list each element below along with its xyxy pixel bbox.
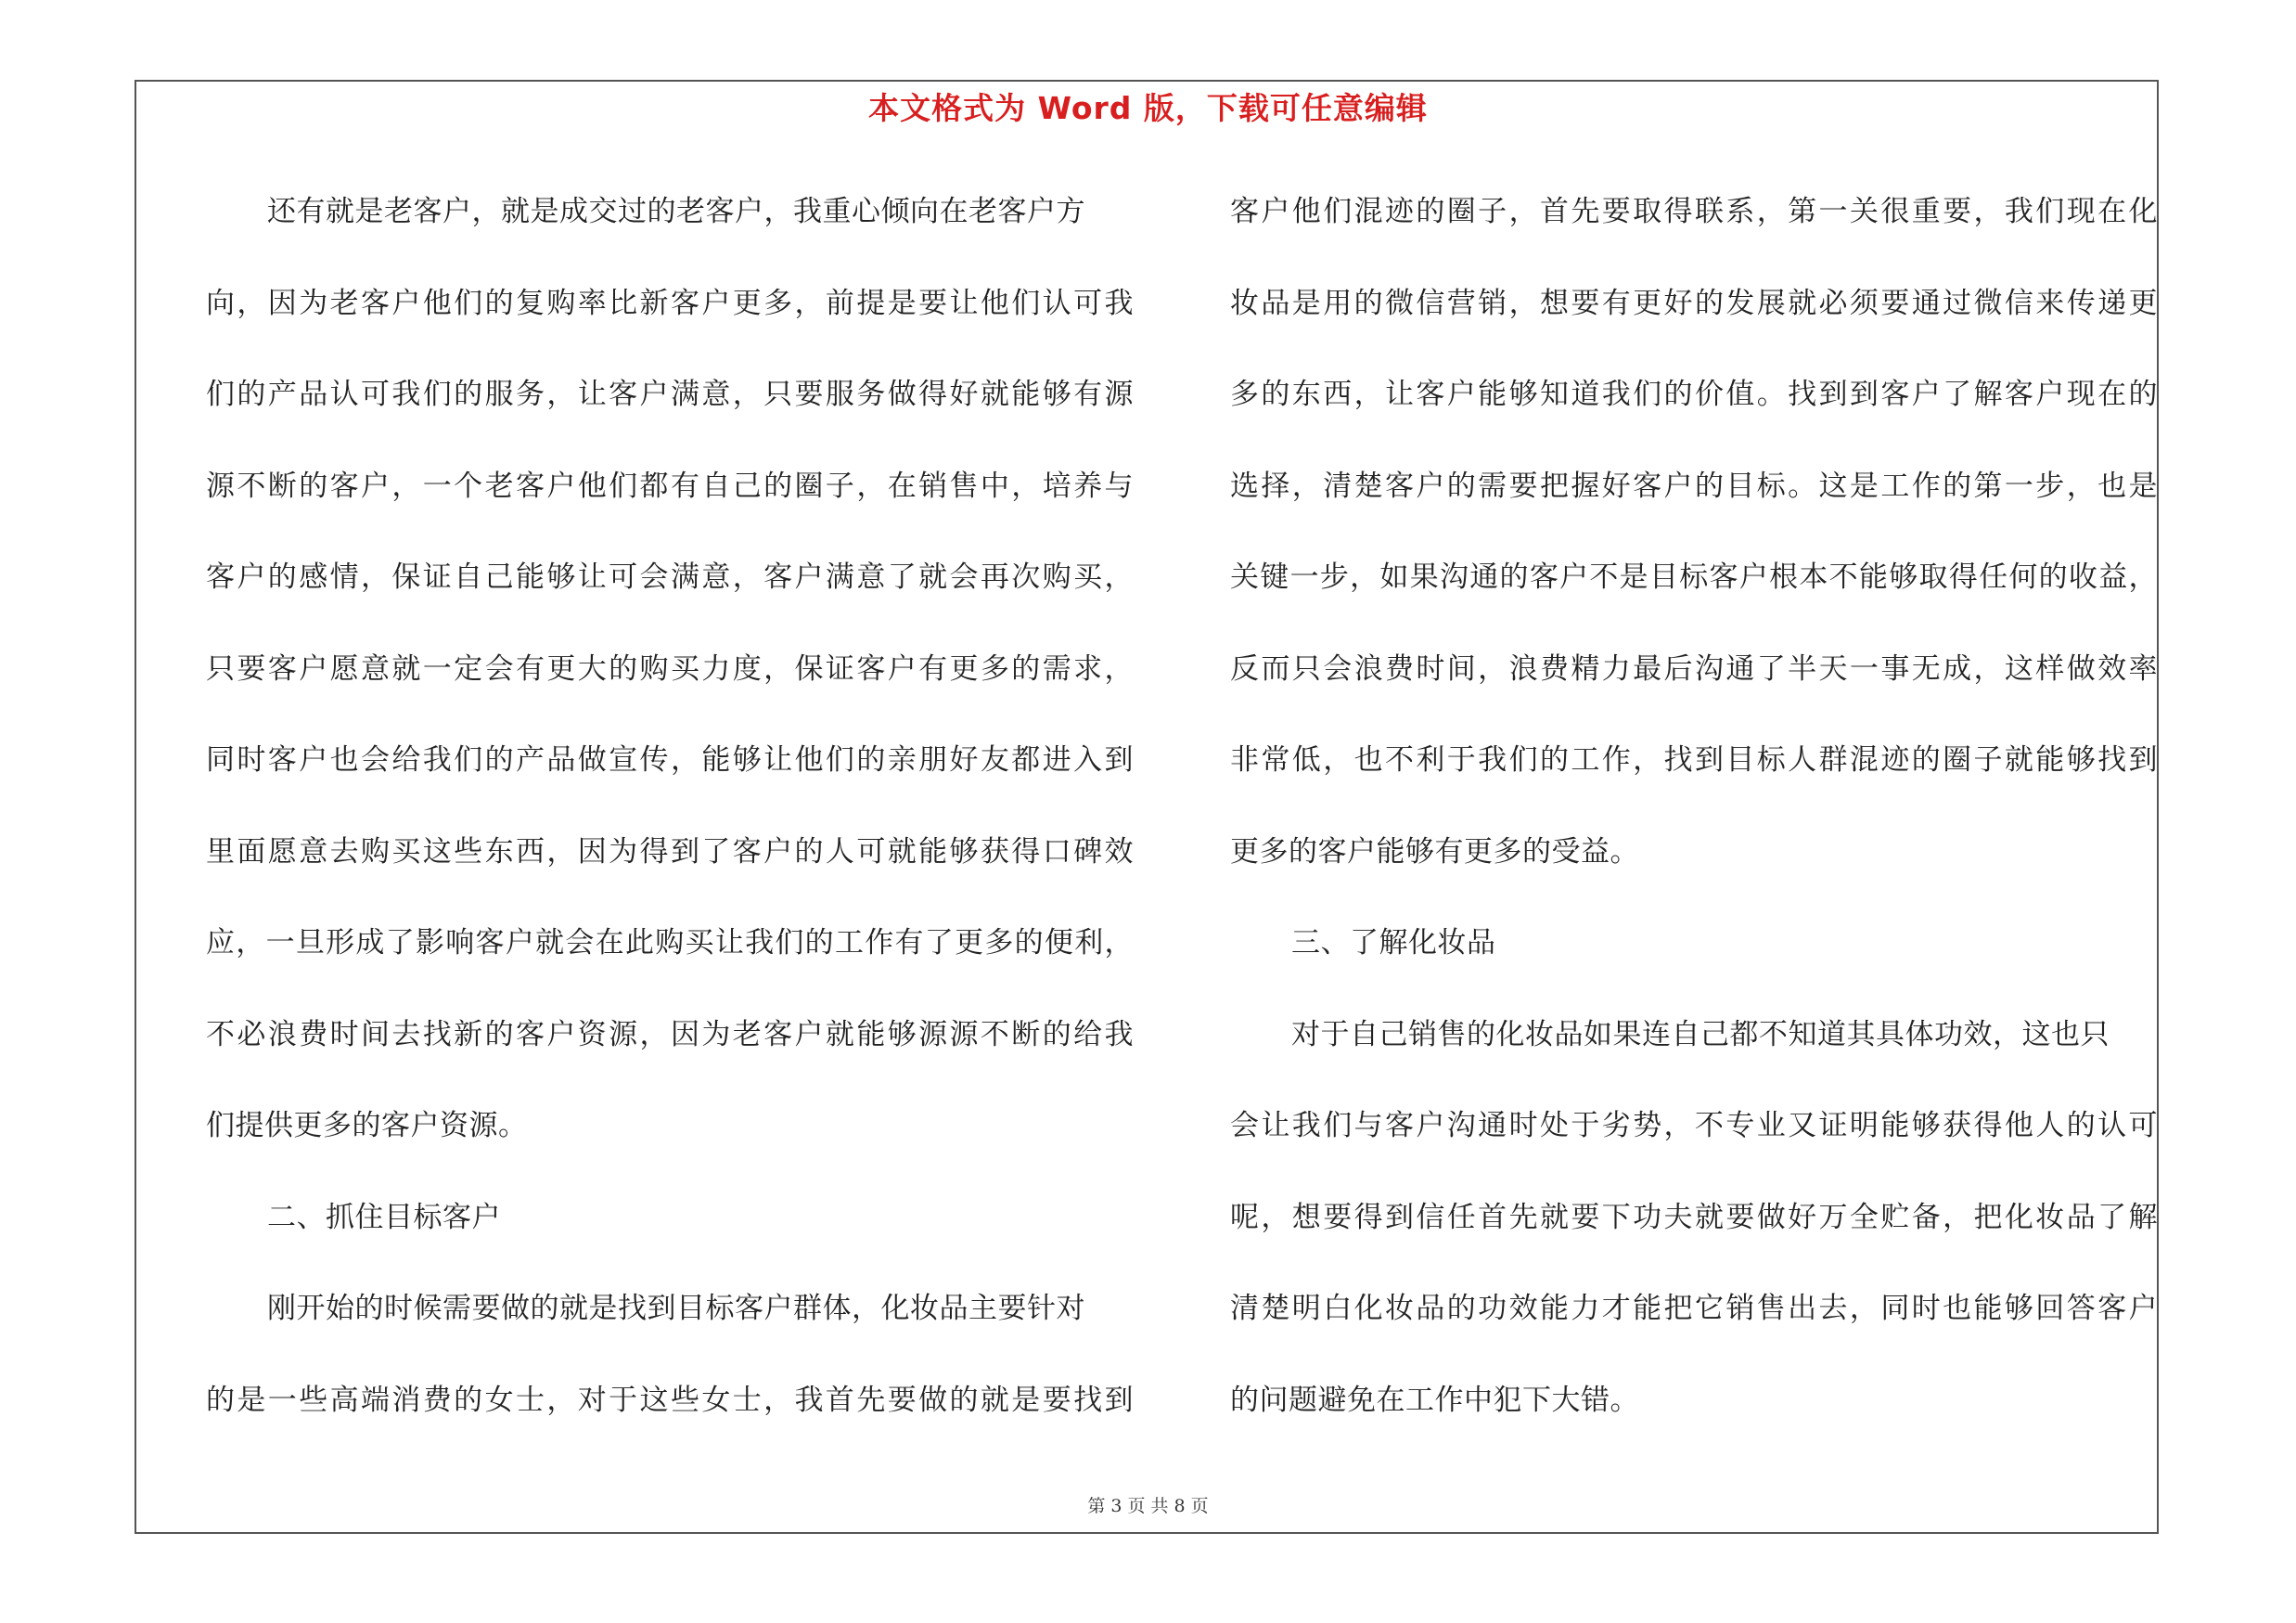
text-line: 只要客户愿意就一定会有更大的购买力度，保证客户有更多的需求， — [206, 651, 1134, 686]
text-line: 更多的客户能够有更多的受益。 — [1230, 834, 1639, 869]
text-line: 不必浪费时间去找新的客户资源，因为老客户就能够源源不断的给我 — [206, 1017, 1134, 1051]
text-line: 非常低，也不利于我们的工作，找到目标人群混迹的圈子就能够找到 — [1230, 743, 2158, 777]
text-line: 们提供更多的客户资源。 — [206, 1109, 528, 1142]
text-line: 多的东西，让客户能够知道我们的价值。找到到客户了解客户现在的 — [1230, 378, 2158, 411]
text-line: 还有就是老客户，就是成交过的老客户，我重心倾向在老客户方 — [267, 195, 1085, 228]
text-line: 刚开始的时候需要做的就是找到目标客户群体，化妆品主要针对 — [267, 1292, 1085, 1325]
left-text-column — [206, 186, 1134, 1465]
header-banner: 本文格式为 Word 版，下载可任意编辑 — [868, 90, 1428, 126]
text-line: 应，一旦形成了影响客户就会在此购买让我们的工作有了更多的便利， — [206, 926, 1134, 960]
text-line: 们的产品认可我们的服务，让客户满意，只要服务做得好就能够有源 — [206, 378, 1134, 411]
text-line: 关键一步，如果沟通的客户不是目标客户根本不能够取得任何的收益， — [1230, 560, 2158, 594]
section-heading: 三、了解化妆品 — [1291, 926, 1496, 960]
text-line: 对于自己销售的化妆品如果连自己都不知道其具体功效，这也只 — [1291, 1017, 2110, 1051]
text-line: 呢，想要得到信任首先就要下功夫就要做好万全贮备，把化妆品了解 — [1230, 1200, 2158, 1234]
section-heading: 二、抓住目标客户 — [267, 1200, 501, 1234]
text-line: 同时客户也会给我们的产品做宣传，能够让他们的亲朋好友都进入到 — [206, 743, 1134, 777]
text-line: 会让我们与客户沟通时处于劣势，不专业又证明能够获得他人的认可 — [1230, 1109, 2158, 1142]
text-line: 客户他们混迹的圈子，首先要取得联系，第一关很重要，我们现在化 — [1230, 195, 2158, 228]
text-line: 向，因为老客户他们的复购率比新客户更多，前提是要让他们认可我 — [206, 286, 1134, 320]
text-line: 里面愿意去购买这些东西，因为得到了客户的人可就能够获得口碑效 — [206, 834, 1134, 869]
text-line: 清楚明白化妆品的功效能力才能把它销售出去，同时也能够回答客户 — [1230, 1292, 2158, 1325]
text-line: 的问题避免在工作中犯下大错。 — [1230, 1383, 1639, 1417]
text-line: 的是一些高端消费的女士，对于这些女士，我首先要做的就是要找到 — [206, 1383, 1134, 1417]
text-line: 选择，清楚客户的需要把握好客户的目标。这是工作的第一步，也是 — [1230, 469, 2158, 503]
right-text-column — [1230, 186, 2158, 1465]
text-line: 反而只会浪费时间，浪费精力最后沟通了半天一事无成，这样做效率 — [1230, 651, 2158, 686]
page-number: 第 3 页 共 8 页 — [1087, 1496, 1209, 1516]
text-line: 妆品是用的微信营销，想要有更好的发展就必须要通过微信来传递更 — [1230, 286, 2158, 320]
text-line: 客户的感情，保证自己能够让可会满意，客户满意了就会再次购买， — [206, 560, 1134, 594]
text-line: 源不断的客户，一个老客户他们都有自己的圈子，在销售中，培养与 — [206, 469, 1134, 503]
